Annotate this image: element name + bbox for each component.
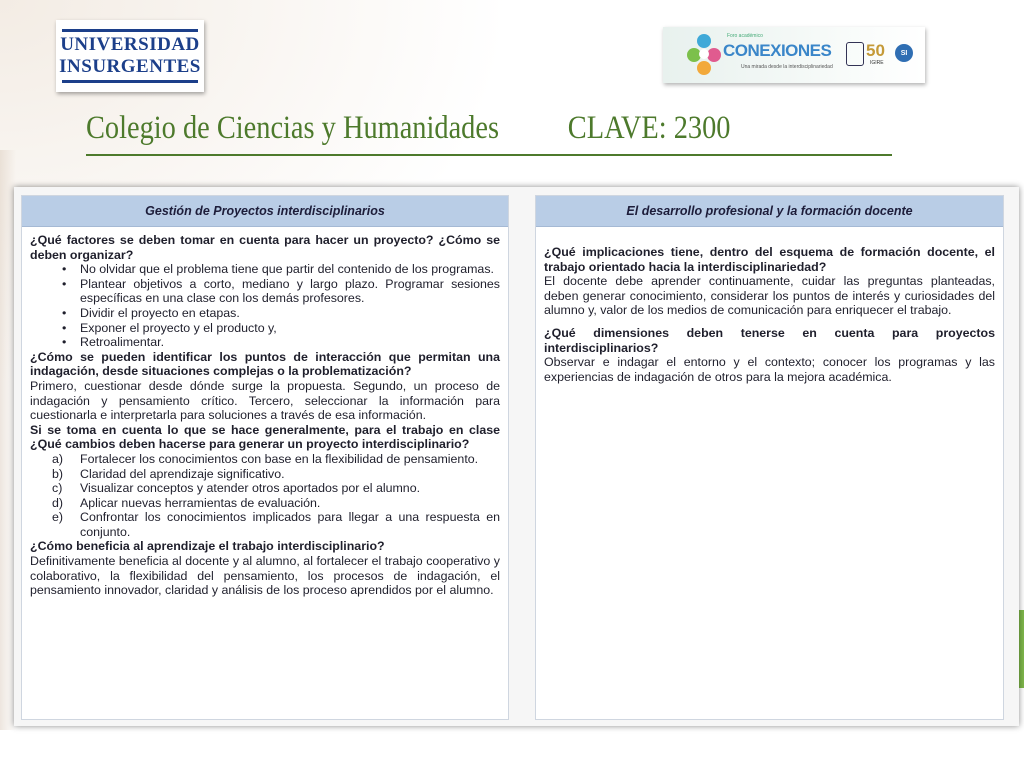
list-text: Aplicar nuevas herramientas de evaluación.: [80, 495, 321, 510]
list-item: [30, 452, 500, 467]
panel-professional-development: [535, 195, 1004, 720]
igire-label: IGIRE: [870, 60, 884, 66]
conexiones-logo-icon: [685, 31, 723, 77]
slide-title: [86, 110, 781, 156]
list-item: • No olvidar que el problema tiene que partir del contenido de los programas.: [30, 262, 500, 277]
panel-body: [536, 227, 1003, 388]
panel-project-management: [21, 195, 509, 720]
banner-subtitle-top: Foro académico: [727, 33, 763, 39]
list-item: [30, 467, 500, 482]
banner-title: CONEXIONES: [723, 41, 832, 60]
school-name: Colegio de Ciencias y Humanidades: [86, 110, 500, 146]
university-logo: [56, 20, 204, 92]
list-item: [30, 481, 500, 496]
list-text: Visualizar conceptos y atender otros aportados por el alumno.: [80, 481, 421, 496]
si-badge-icon: SI: [895, 44, 913, 62]
title-underline: [86, 154, 892, 156]
list-marker: a): [52, 451, 64, 466]
list-marker: c): [52, 481, 63, 496]
logo-line-2: INSURGENTES: [59, 56, 201, 77]
logo-rule-top: [62, 29, 198, 32]
question-2: ¿Cómo se pueden identificar los puntos de interacción que permitan una indagación, desde situaciones complejas o la problematización?: [30, 349, 500, 379]
list-item: • Retroalimentar.: [30, 335, 500, 350]
logo-line-1: UNIVERSIDAD: [60, 34, 200, 55]
anniversary-number: 50: [866, 41, 885, 60]
list-item: • Dividir el proyecto en etapas.: [30, 306, 500, 321]
list-text: Confrontar los conocimientos implicados para llegar a una respuesta en conjunto.: [80, 510, 500, 539]
panel-heading: El desarrollo profesional y la formación docente: [536, 196, 1003, 227]
list-item: • Plantear objetivos a corto, mediano y largo plazo. Programar sesiones específicas en una clase con los demás profesores.: [30, 277, 500, 306]
list-marker: e): [52, 510, 64, 525]
banner-subtitle-bottom: Una mirada desde la interdisciplinariedad: [741, 64, 833, 70]
unam-seal-icon: [846, 42, 864, 66]
panel-body: [22, 227, 508, 602]
factors-list: [30, 262, 500, 350]
answer-2: Primero, cuestionar desde dónde surge la propuesta. Segundo, un proceso de indagación y pensamiento crítico. Tercero, seleccionar la información para cuestionarla e interpretarla para soluciones a través de esa información.: [30, 378, 500, 423]
list-item: • Exponer el proyecto y el producto y,: [30, 321, 500, 336]
question-3: Si se toma en cuenta lo que se hace generalmente, para el trabajo en clase ¿Qué cambios deben hacerse para generar un proyecto interdisciplinario?: [30, 422, 500, 452]
answer-4: Definitivamente beneficia al docente y al alumno, al fortalecer el trabajo cooperativo y colaborativo, la flexibilidad del pensamiento, los procesos de indagación, el pensamiento innovador, claridad y análisis de los proceso aprendidos por el alumno.: [30, 554, 500, 598]
conexiones-banner: [663, 27, 925, 83]
list-marker: d): [52, 495, 64, 510]
question-4: ¿Cómo beneficia al aprendizaje el trabajo interdisciplinario?: [30, 539, 385, 554]
answer-1: El docente debe aprender continuamente, cuidar las preguntas planteadas, deben generar conocimiento, considerar los puntos de interés y curiosidades del alumno y, valor de los medios de comunicación para enriquecer el trabajo.: [544, 274, 995, 318]
answer-2: Observar e indagar el entorno y el contexto; conocer los programas y las experiencias de indagación de otros para la mejora académica.: [544, 355, 995, 384]
school-key: CLAVE: 2300: [567, 110, 731, 146]
question-2: ¿Qué dimensiones deben tenerse en cuenta para proyectos interdisciplinarios?: [544, 325, 995, 355]
question-1: ¿Qué implicaciones tiene, dentro del esquema de formación docente, el trabajo orientado hacia la interdisciplinariedad?: [544, 245, 995, 274]
list-text: Fortalecer los conocimientos con base en la flexibilidad de pensamiento.: [80, 451, 479, 466]
question-1: ¿Qué factores se deben tomar en cuenta para hacer un proyecto? ¿Cómo se deben organizar?: [30, 233, 500, 262]
list-text: Claridad del aprendizaje significativo.: [80, 466, 285, 481]
list-marker: b): [52, 466, 64, 481]
list-item: [30, 510, 500, 539]
panel-heading: Gestión de Proyectos interdisciplinarios: [22, 196, 508, 227]
logo-rule-bottom: [62, 80, 198, 83]
content-screenshot: [14, 187, 1019, 726]
changes-list: [30, 452, 500, 540]
list-item: [30, 496, 500, 511]
